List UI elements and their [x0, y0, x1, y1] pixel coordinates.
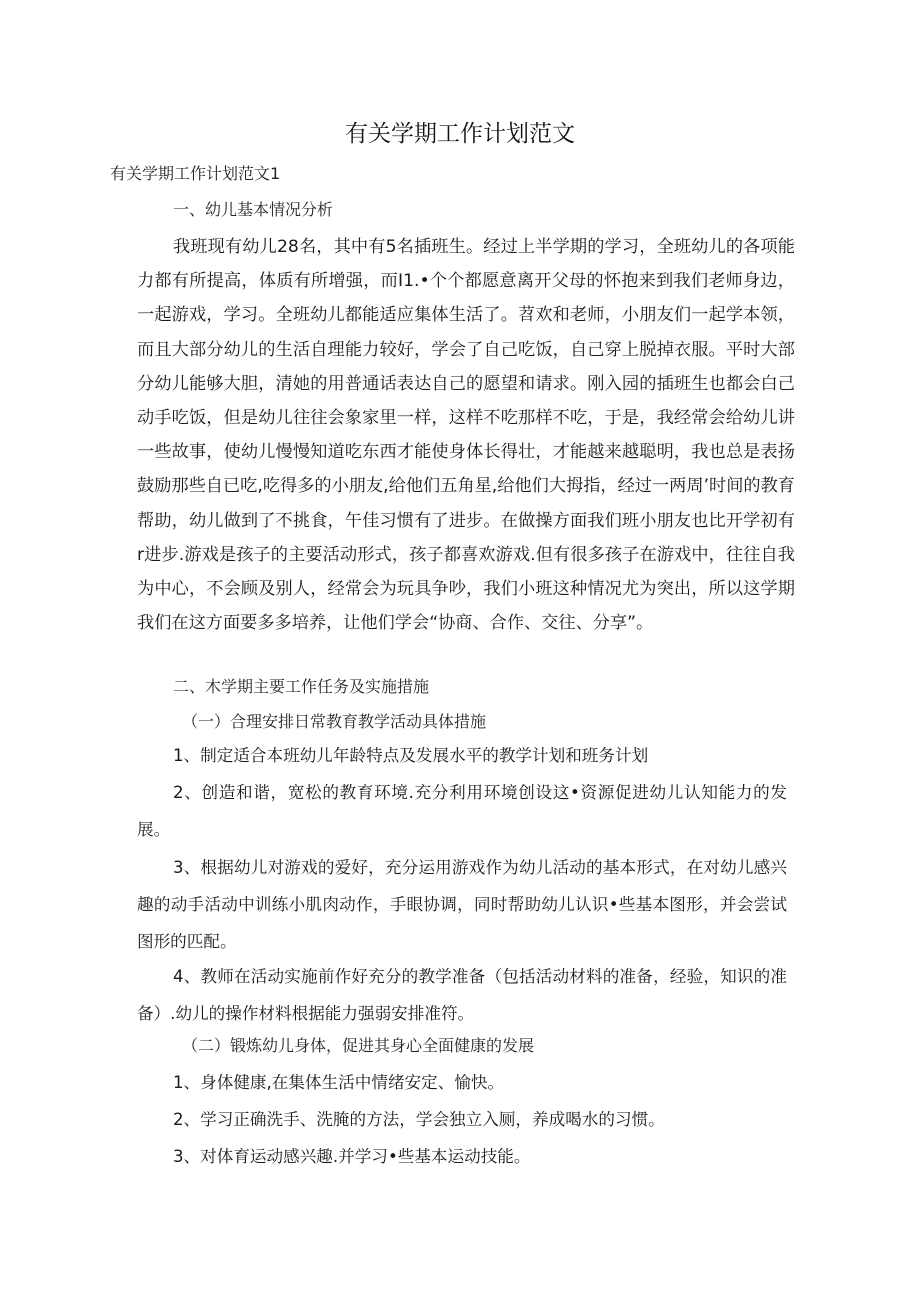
list-item: 2、创造和谐，宽松的教育环境.充分利用环境创设这•资源促进幼儿认知能力的发展。: [137, 783, 787, 839]
document-subtitle: 有关学期工作计划范文1: [110, 164, 281, 183]
list-item: 4、教师在活动实施前作好充分的教学准备（包括活动材料的准备，经验，知识的准备）.幼儿的操作材料根据能力强弱安排准符。: [137, 967, 787, 1023]
section-1-heading: 一、幼儿基本情况分析: [173, 200, 334, 219]
document-title: 有关学期工作计划范文: [345, 121, 575, 147]
subsection-2-heading: （二）锻炼幼儿身体，促进其身心全面健康的发展: [182, 1036, 535, 1055]
subsection-1-heading: （一）合理安排日常教育教学活动具体措施: [182, 712, 487, 731]
list-item: 1、制定适合本班幼儿年龄特点及发展水平的教学计划和班务计划: [173, 746, 649, 765]
list-item: 2、学习正确洗手、洗腌的方法，学会独立入厕，养成喝水的习惯。: [173, 1110, 665, 1129]
section-2-heading: 二、木学期主要工作任务及实施措施: [173, 677, 430, 696]
list-item: 3、根据幼儿对游戏的爱好，充分运用游戏作为幼儿活动的基本形式，在对幼儿感兴趣的动手活动中训练小肌肉动作，手眼协调，同时帮助幼儿认识•些基本图形，并会尝试图形的匹配。: [137, 858, 787, 951]
list-item: 1、身体健康,在集体生活中情绪安定、愉快。: [173, 1073, 505, 1092]
list-item: 3、对体育运动感兴趣.并学习•些基本运动技能。: [173, 1147, 531, 1166]
section-1-paragraph: 我班现有幼儿28名，其中有5名插班生。经过上半学期的学习，全班幼儿的各项能力都有所提高，体质有所增强，而I1.•个个都愿意离开父母的怀抱来到我们老师身边，一起游戏，学习。全班幼儿都能适应集体生活了。苕欢和老师，小朋友们一起学本领，而且大部分幼儿的生活自理能力较好，学会了自己吃饭，自己穿上脱掉衣服。平时大部分幼儿能够大胆，清她的用普通话表达自己的愿望和请求。刚入园的插班生也都会白己动手吃饭，但是幼儿往往会象家里一样，这样不吃那样不吃，于是，我经常会给幼儿讲一些故事，使幼儿慢慢知道吃东西才能使身体长得壮，才能越来越聪明，我也总是表扬鼓励那些自已吃,吃得多的小朋友,给他们五角星,给他们大拇指，经过一两周’时间的教育帮助，幼儿做到了不挑食，午佳习惯有了进步。在做操方面我们班小朋友也比开学初有r进步.游戏是孩子的主要活动形式，孩子都喜欢游戏.但有很多孩子在游戏中，往往自我为中心，不会顾及别人，经常会为玩具争吵，我们小班这种情况尤为突出，所以这学期我们在这方面要多多培养，让他们学会“协商、合作、交往、分享”。: [137, 237, 795, 634]
